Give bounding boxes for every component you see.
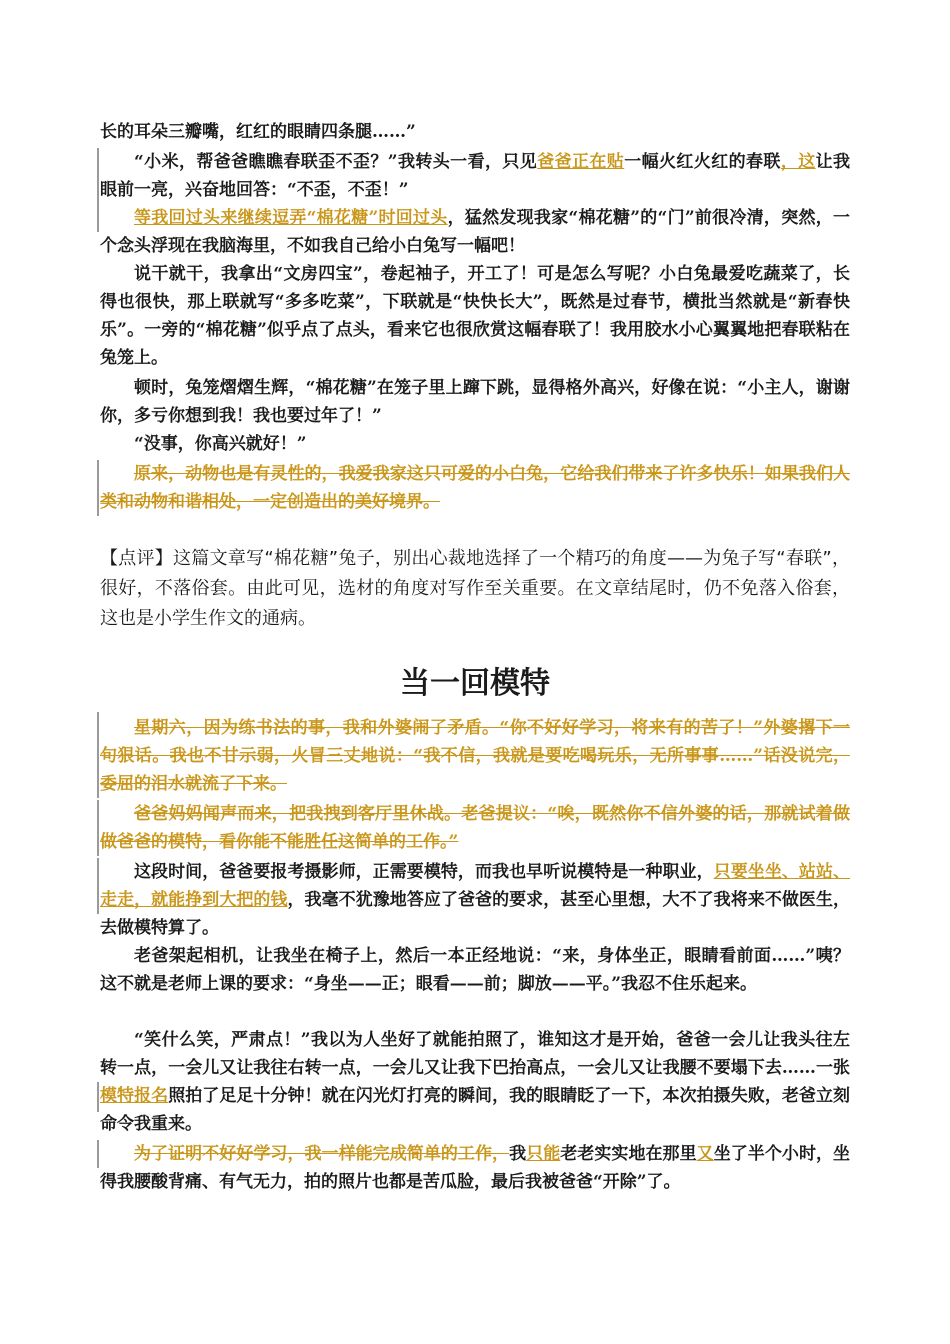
revision-bar bbox=[97, 1082, 99, 1112]
inserted-text: 只要坐坐、站站、走走，就能挣到大把的钱 bbox=[100, 862, 851, 910]
paragraph bbox=[100, 204, 850, 260]
deleted-text: 为了证明不好好学习，我一样能完成简单的工作， bbox=[134, 1144, 510, 1164]
text-run: “小米，帮爸爸瞧瞧春联歪不歪？”我转头一看，只见 bbox=[134, 152, 538, 172]
text-run: 老老实实地在那里 bbox=[560, 1144, 697, 1164]
review-comment: 【点评】这篇文章写“棉花糖”兔子，别出心裁地选择了一个精巧的角度——为兔子写“春联”，很好，不落俗套。由此可见，选材的角度对写作至关重要。在文章结尾时，仍不免落入俗套，这也是小学生作文的通病。 bbox=[100, 548, 850, 629]
paragraph bbox=[100, 858, 850, 942]
revision-bar bbox=[97, 712, 99, 798]
paragraph bbox=[100, 1026, 850, 1138]
deleted-paragraph: 星期六，因为练书法的事，我和外婆闹了矛盾。“你不好好学习，将来有的苦了！”外婆撂下一句狠话。我也不甘示弱，火冒三丈地说：“我不信，我就是要吃喝玩乐，无所事事……”话没说完，委屈的泪水就流了下来。 bbox=[100, 718, 850, 794]
text-run: 让我眼前一亮，兴奋地回答：“不歪，不歪！” bbox=[100, 152, 851, 200]
text-run: “笑什么笑，严肃点！”我以为人坐好了就能拍照了，谁知这才是开始，爸爸一会儿让我头往左转一点，一会儿又让我往右转一点，一会儿又让我下巴抬高点，一会儿又让我腰不要塌下去……一张 bbox=[100, 1030, 850, 1078]
inserted-text: 爸爸正在贴 bbox=[537, 152, 625, 172]
revision-bar bbox=[97, 460, 99, 516]
revision-bar bbox=[97, 204, 99, 232]
text-run: 照拍了足足十分钟！就在闪光灯打亮的瞬间，我的眼睛眨了一下，本次拍摄失败，老爸立刻命令我重来。 bbox=[100, 1086, 850, 1134]
revision-bar bbox=[97, 148, 99, 204]
text-run: ，我毫不犹豫地答应了爸爸的要求，甚至心里想，大不了我将来不做医生，去做模特算了。 bbox=[100, 890, 851, 938]
text-run: 这段时间，爸爸要报考摄影师，正需要模特，而我也早听说模特是一种职业， bbox=[134, 862, 714, 882]
text-run: ，猛然发现我家“棉花糖”的“门”前很冷清，突然，一个念头浮现在我脑海里，不如我自己给小白兔写一幅吧！ bbox=[100, 208, 850, 256]
inserted-text: 模特报名 bbox=[100, 1086, 169, 1106]
inserted-text: ，这 bbox=[780, 152, 816, 172]
paragraph bbox=[100, 148, 850, 204]
paragraph: 说干就干，我拿出“文房四宝”，卷起袖子，开工了！可是怎么写呢？小白兔最爱吃蔬菜了，长得也很快，那上联就写“多多吃菜”，下联就是“快快长大”，既然是过春节，横批当然就是“新春快乐”。一旁的“棉花糖”似乎点了点头，看来它也很欣赏这幅春联了！我用胶水小心翼翼地把春联粘在兔笼上。 bbox=[100, 264, 850, 368]
text-run: 一幅火红火红的春联 bbox=[624, 152, 781, 172]
text-run: 坐了半个小时，坐得我腰酸背痛、有气无力，拍的照片也都是苦瓜脸，最后我被爸爸“开除”了。 bbox=[100, 1144, 851, 1192]
revision-bar bbox=[97, 800, 99, 856]
paragraph: 长的耳朵三瓣嘴，红红的眼睛四条腿……” bbox=[100, 122, 416, 142]
inserted-text: 又 bbox=[696, 1144, 714, 1164]
story-title: 当一回模特 bbox=[400, 666, 550, 701]
deleted-paragraph: 原来，动物也是有灵性的，我爱我家这只可爱的小白兔，它给我们带来了许多快乐！如果我们人类和动物和谐相处，一定创造出的美好境界。 bbox=[100, 464, 850, 512]
revision-bar bbox=[97, 1140, 99, 1168]
inserted-text: 等我回过头来继续逗弄“棉花糖”时回过头 bbox=[134, 208, 448, 228]
inserted-text: 只能 bbox=[526, 1144, 561, 1164]
paragraph bbox=[100, 1140, 850, 1196]
paragraph: “没事，你高兴就好！” bbox=[134, 434, 307, 454]
paragraph: 老爸架起相机，让我坐在椅子上，然后一本正经地说：“来，身体坐正，眼睛看前面……”咦？这不就是老师上课的要求：“身坐——正；眼看——前；脚放——平。”我忍不住乐起来。 bbox=[100, 946, 850, 994]
text-run: 我 bbox=[509, 1144, 527, 1164]
revision-bar bbox=[97, 858, 99, 914]
paragraph: 顿时，兔笼熠熠生辉，“棉花糖”在笼子里上蹿下跳，显得格外高兴，好像在说：“小主人，谢谢你，多亏你想到我！我也要过年了！” bbox=[100, 378, 850, 426]
deleted-paragraph: 爸爸妈妈闻声而来，把我拽到客厅里休战。老爸提议：“唉，既然你不信外婆的话，那就试着做做爸爸的模特，看你能不能胜任这简单的工作。” bbox=[100, 804, 850, 852]
